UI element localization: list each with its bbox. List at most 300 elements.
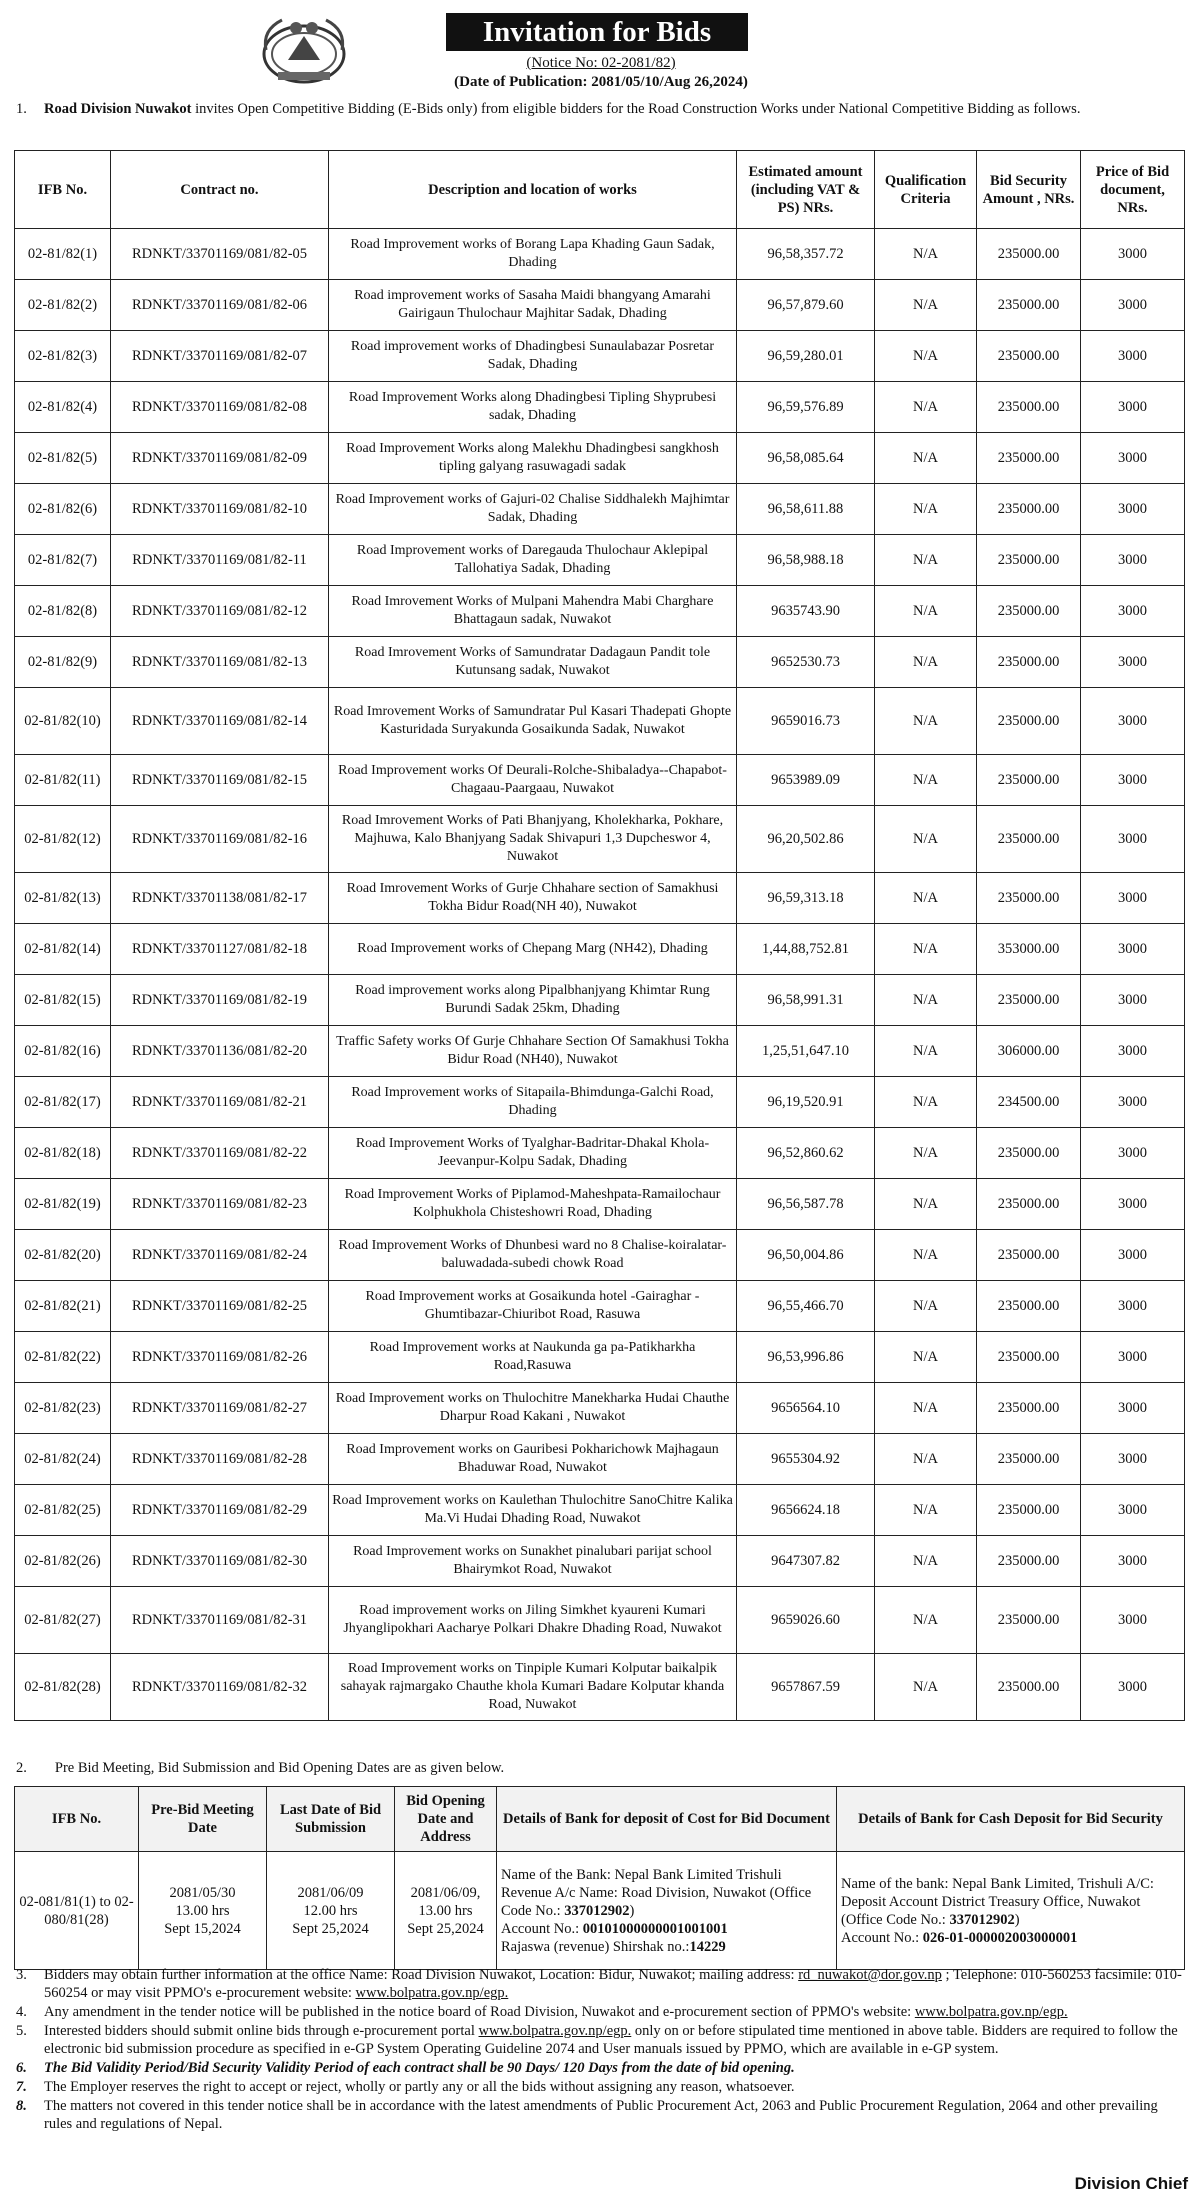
bank-table [14,1786,1185,1970]
bid-security: 235000.00 [977,331,1081,382]
qualification-criteria: N/A [875,1587,977,1654]
estimated-amount: 1,44,88,752.81 [737,924,875,975]
security-bank-details [837,1852,1185,1970]
estimated-amount: 96,55,466.70 [737,1281,875,1332]
qualification-criteria: N/A [875,331,977,382]
estimated-amount: 96,57,879.60 [737,280,875,331]
bid-doc-price: 3000 [1081,1077,1185,1128]
ifb-no: 02-81/82(21) [15,1281,111,1332]
col-estimated-amount: Estimated amount (including VAT & PS) NRs. [737,151,875,229]
contract-no: RDNKT/33701169/081/82-25 [111,1281,329,1332]
bid-security: 306000.00 [977,1026,1081,1077]
opening-date-cell [395,1852,497,1970]
table-row [15,924,1185,975]
bid-doc-price: 3000 [1081,1654,1185,1721]
table-row [15,280,1185,331]
doc-acct-label: Account No.: [501,1920,583,1937]
contract-no: RDNKT/33701169/081/82-32 [111,1654,329,1721]
bid-security: 234500.00 [977,1077,1081,1128]
ifb-no: 02-81/82(28) [15,1654,111,1721]
work-description: Traffic Safety works Of Gurje Chhahare Section Of Samakhusi Tokha Bidur Road (NH40), Nuwakot [329,1026,737,1077]
work-description: Road Improvement works Of Deurali-Rolche-Shibaladya--Chapabot-Chagaau-Paargaau, Nuwakot [329,755,737,806]
ifb-no: 02-81/82(7) [15,535,111,586]
bank-col-opening: Bid Opening Date and Address [395,1787,497,1852]
table-row [15,1587,1185,1654]
qualification-criteria: N/A [875,535,977,586]
submission-time: 12.00 hrs [303,1902,358,1919]
work-description: Road Improvement works on Kaulethan Thulochitre SanoChitre Kalika Ma.Vi Hudai Dhading Road, Nuwakot [329,1485,737,1536]
submission-date-cell [267,1852,395,1970]
contract-no: RDNKT/33701169/081/82-07 [111,331,329,382]
section-2-text: Pre Bid Meeting, Bid Submission and Bid Opening Dates are as given below. [54,1760,505,1776]
notice-number: (Notice No: 02-2081/82) [526,55,676,71]
qualification-criteria: N/A [875,873,977,924]
ifb-table-header [15,151,1185,229]
prebid-eng-date: Sept 15,2024 [164,1920,241,1937]
ifb-no: 02-81/82(8) [15,586,111,637]
qualification-criteria: N/A [875,975,977,1026]
table-row [15,586,1185,637]
contract-no: RDNKT/33701169/081/82-19 [111,975,329,1026]
ifb-table [14,150,1185,1721]
work-description: Road improvement works of Dhadingbesi Sunaulabazar Posretar Sadak, Dhading [329,331,737,382]
col-bid-doc-price: Price of Bid document, NRs. [1081,151,1185,229]
estimated-amount: 9657867.59 [737,1654,875,1721]
bid-security: 235000.00 [977,1179,1081,1230]
work-description: Road Improvement works of Daregauda Thulochaur Aklepipal Tallohatiya Sadak, Dhading [329,535,737,586]
work-description: Road Improvement Works of Dhunbesi ward no 8 Chalise-koiralatar-baluwadada-subedi chowk Road [329,1230,737,1281]
bank-col-submission: Last Date of Bid Submission [267,1787,395,1852]
bid-doc-price: 3000 [1081,382,1185,433]
table-row [15,1128,1185,1179]
contract-no: RDNKT/33701169/081/82-08 [111,382,329,433]
bid-security: 235000.00 [977,1332,1081,1383]
table-row [15,1281,1185,1332]
bid-doc-price: 3000 [1081,806,1185,873]
bank-col-ifb: IFB No. [15,1787,139,1852]
work-description: Road Imrovement Works of Samundratar Pul Kasari Thadepati Ghopte Kasturidada Suryakunda Gosaikunda Sadak, Nuwakot [329,688,737,755]
note-4-number: 4. [16,2004,27,2020]
doc-office-code: 337012902 [564,1902,630,1919]
bid-security: 235000.00 [977,806,1081,873]
qualification-criteria: N/A [875,806,977,873]
submission-date: 2081/06/09 [297,1884,364,1901]
estimated-amount: 9652530.73 [737,637,875,688]
bid-security: 235000.00 [977,873,1081,924]
contract-no: RDNKT/33701169/081/82-22 [111,1128,329,1179]
note-3-text: Bidders may obtain further information at the office Name: Road Division Nuwakot, Location: Bidur, Nuwakot; mailing address: [44,1967,799,1983]
publication-date: (Date of Publication: 2081/05/10/Aug 26,2024) [454,74,748,90]
doc-bank-name: Name of the Bank: Nepal Bank Limited Trishuli Revenue A/c Name: Road Division, Nuwakot (Office Code No.: [501,1866,812,1919]
ifb-no: 02-81/82(20) [15,1230,111,1281]
ifb-no: 02-81/82(18) [15,1128,111,1179]
qualification-criteria: N/A [875,1485,977,1536]
bid-security: 235000.00 [977,1230,1081,1281]
qualification-criteria: N/A [875,1281,977,1332]
table-row [15,1077,1185,1128]
estimated-amount: 9635743.90 [737,586,875,637]
ifb-no: 02-81/82(25) [15,1485,111,1536]
signature-division-chief: Division Chief [1074,2174,1188,2193]
qualification-criteria: N/A [875,1077,977,1128]
table-row [15,1434,1185,1485]
contract-no: RDNKT/33701169/081/82-06 [111,280,329,331]
bid-security: 235000.00 [977,1485,1081,1536]
bid-doc-price: 3000 [1081,433,1185,484]
table-row [15,873,1185,924]
ifb-no: 02-81/82(11) [15,755,111,806]
bid-doc-price: 3000 [1081,331,1185,382]
table-row [15,331,1185,382]
col-ifb-no: IFB No. [15,151,111,229]
contract-no: RDNKT/33701169/081/82-21 [111,1077,329,1128]
submission-eng-date: Sept 25,2024 [292,1920,369,1937]
estimated-amount: 9656564.10 [737,1383,875,1434]
table-row [15,1383,1185,1434]
ifb-no: 02-81/82(15) [15,975,111,1026]
estimated-amount: 96,50,004.86 [737,1230,875,1281]
table-row [15,1230,1185,1281]
intro-paragraph [16,100,1186,119]
contract-no: RDNKT/33701169/081/82-28 [111,1434,329,1485]
col-qualification: Qualification Criteria [875,151,977,229]
bid-doc-price: 3000 [1081,755,1185,806]
bid-doc-price: 3000 [1081,1332,1185,1383]
table-row [15,1179,1185,1230]
bid-security: 235000.00 [977,1281,1081,1332]
estimated-amount: 9653989.09 [737,755,875,806]
estimated-amount: 9655304.92 [737,1434,875,1485]
table-row [15,637,1185,688]
table-row [15,1654,1185,1721]
qualification-criteria: N/A [875,688,977,755]
bid-doc-price: 3000 [1081,1485,1185,1536]
contract-no: RDNKT/33701169/081/82-15 [111,755,329,806]
bid-security: 235000.00 [977,975,1081,1026]
bid-doc-price: 3000 [1081,975,1185,1026]
bank-ifb-range: 02-081/81(1) to 02-080/81(28) [15,1852,139,1970]
estimated-amount: 9659026.60 [737,1587,875,1654]
opening-date: 2081/06/09, [410,1884,481,1901]
bid-security: 235000.00 [977,1434,1081,1485]
note-5-text-2: only on or before stipulated time mentioned in above table. Bidders are required to follow the electronic bid submission procedure as specified in e-GP System Operating Guideline 2074 and User manuals issued by PPMO, which are available in e-GP system. [44,2023,1178,2057]
ifb-no: 02-81/82(24) [15,1434,111,1485]
rajaswa-no: 14229 [689,1938,726,1955]
ifb-no: 02-81/82(17) [15,1077,111,1128]
bid-security: 235000.00 [977,688,1081,755]
section-2-number: 2. [16,1760,27,1776]
ifb-no: 02-81/82(14) [15,924,111,975]
work-description: Road Imrovement Works of Pati Bhanjyang, Kholekharka, Pokhare, Majhuwa, Kalo Bhanjyang Sadak Shivapuri 1,3 Dupcheswor 4, Nuwakot [329,806,737,873]
ifb-no: 02-81/82(6) [15,484,111,535]
bid-doc-price: 3000 [1081,229,1185,280]
table-row [15,382,1185,433]
bank-table-row [15,1852,1185,1970]
bid-doc-price: 3000 [1081,280,1185,331]
contract-no: RDNKT/33701169/081/82-23 [111,1179,329,1230]
ifb-no: 02-81/82(22) [15,1332,111,1383]
ifb-no: 02-81/82(1) [15,229,111,280]
ifb-no: 02-81/82(13) [15,873,111,924]
work-description: Road improvement works of Sasaha Maidi bhangyang Amarahi Gairigaun Thulochaur Majhitar Sadak, Dhading [329,280,737,331]
sec-acct-label: Account No.: [841,1929,923,1946]
estimated-amount: 96,58,357.72 [737,229,875,280]
work-description: Road Improvement Works of Piplamod-Maheshpata-Ramailochaur Kolphukhola Chisteshowri Road, Dhading [329,1179,737,1230]
note-8-text: The matters not covered in this tender notice shall be in accordance with the latest amendments of Public Procurement Act, 2063 and Public Procurement Regulation, 2064 and other prevailing rules and regulations of Nepal. [44,2098,1158,2132]
rajaswa-label: Rajaswa (revenue) Shirshak no.: [501,1938,690,1955]
bid-doc-price: 3000 [1081,1587,1185,1654]
table-row [15,484,1185,535]
bank-col-security-bank: Details of Bank for Cash Deposit for Bid Security [837,1787,1185,1852]
bid-doc-price: 3000 [1081,688,1185,755]
contract-no: RDNKT/33701169/081/82-12 [111,586,329,637]
sec-office-code: 337012902 [949,1911,1015,1928]
ifb-no: 02-81/82(19) [15,1179,111,1230]
work-description: Road improvement works on Jiling Simkhet kyaureni Kumari Jhyanglipokhari Aacharye Polkari Dhakre Dhading Road, Nuwakot [329,1587,737,1654]
opening-eng-date: Sept 25,2024 [407,1920,484,1937]
bank-table-header [15,1787,1185,1852]
estimated-amount: 9659016.73 [737,688,875,755]
prebid-time: 13.00 hrs [175,1902,230,1919]
bid-doc-price: 3000 [1081,1128,1185,1179]
bid-security: 235000.00 [977,755,1081,806]
work-description: Road improvement works along Pipalbhanjyang Khimtar Rung Burundi Sadak 25km, Dhading [329,975,737,1026]
col-bid-security: Bid Security Amount , NRs. [977,151,1081,229]
bid-doc-price: 3000 [1081,1536,1185,1587]
bid-doc-price: 3000 [1081,873,1185,924]
bid-doc-price: 3000 [1081,1434,1185,1485]
bid-security: 235000.00 [977,382,1081,433]
table-row [15,755,1185,806]
bid-doc-price: 3000 [1081,1026,1185,1077]
note-3-number: 3. [16,1967,27,1983]
col-description: Description and location of works [329,151,737,229]
contract-no: RDNKT/33701138/081/82-17 [111,873,329,924]
work-description: Road Imrovement Works of Samundratar Dadagaun Pandit tole Kutunsang sadak, Nuwakot [329,637,737,688]
work-description: Road Improvement works of Gajuri-02 Chalise Siddhalekh Majhimtar Sadak, Dhading [329,484,737,535]
table-row [15,688,1185,755]
bid-security: 235000.00 [977,1383,1081,1434]
sec-paren: ) [1014,1911,1020,1928]
work-description: Road Improvement Works along Dhadingbesi Tipling Shyprubesi sadak, Dhading [329,382,737,433]
bid-doc-price: 3000 [1081,1383,1185,1434]
note-6 [16,2059,1186,2077]
work-description: Road Improvement Works of Tyalghar-Badritar-Dhakal Khola-Jeevanpur-Kolpu Sadak, Dhading [329,1128,737,1179]
qualification-criteria: N/A [875,586,977,637]
work-description: Road Improvement works of Sitapaila-Bhimdunga-Galchi Road, Dhading [329,1077,737,1128]
note-3 [16,1966,1186,2002]
work-description: Road Improvement works of Chepang Marg (NH42), Dhading [329,924,737,975]
contract-no: RDNKT/33701169/081/82-27 [111,1383,329,1434]
bid-security: 235000.00 [977,586,1081,637]
estimated-amount: 96,19,520.91 [737,1077,875,1128]
table-row [15,975,1185,1026]
bid-doc-price: 3000 [1081,924,1185,975]
note-4 [16,2003,1186,2021]
work-description: Road Imrovement Works of Mulpani Mahendra Mabi Charghare Bhattagaun sadak, Nuwakot [329,586,737,637]
work-description: Road Improvement Works along Malekhu Dhadingbesi sangkhosh tipling galyang rasuwagadi sadak [329,433,737,484]
qualification-criteria: N/A [875,433,977,484]
notes-section [16,1966,1186,2134]
bid-security: 235000.00 [977,229,1081,280]
work-description: Road Improvement works on Tinpiple Kumari Kolputar baikalpik sahayak rajmargako Chauthe khola Kumari Badare Kolputar khanda Road, Nuwakot [329,1654,737,1721]
col-contract-no: Contract no. [111,151,329,229]
table-row [15,433,1185,484]
estimated-amount: 96,58,611.88 [737,484,875,535]
bid-doc-price: 3000 [1081,637,1185,688]
table-row [15,1536,1185,1587]
egp-link-2[interactable]: www.bolpatra.gov.np/egp. [914,2004,1068,2020]
qualification-criteria: N/A [875,484,977,535]
table-row [15,806,1185,873]
qualification-criteria: N/A [875,1230,977,1281]
qualification-criteria: N/A [875,229,977,280]
ifb-no: 02-81/82(2) [15,280,111,331]
estimated-amount: 96,58,085.64 [737,433,875,484]
note-5 [16,2022,1186,2058]
section-2-heading [16,1760,504,1777]
egp-link[interactable]: www.bolpatra.gov.np/egp. [355,1985,509,2001]
qualification-criteria: N/A [875,924,977,975]
note-6-text: The Bid Validity Period/Bid Security Validity Period of each contract shall be 90 Days/ 120 Days from the date of bid opening. [44,2060,795,2076]
contract-no: RDNKT/33701169/081/82-11 [111,535,329,586]
work-description: Road Improvement works on Gauribesi Pokharichowk Majhagaun Bhaduwar Road, Nuwakot [329,1434,737,1485]
contract-no: RDNKT/33701169/081/82-31 [111,1587,329,1654]
ifb-no: 02-81/82(4) [15,382,111,433]
doc-acct-no: 00101000000001001001 [582,1920,728,1937]
bid-security: 235000.00 [977,1128,1081,1179]
qualification-criteria: N/A [875,1383,977,1434]
bid-security: 235000.00 [977,433,1081,484]
bank-col-doc-bank: Details of Bank for deposit of Cost for Bid Document [497,1787,837,1852]
contract-no: RDNKT/33701169/081/82-09 [111,433,329,484]
estimated-amount: 9647307.82 [737,1536,875,1587]
qualification-criteria: N/A [875,637,977,688]
work-description: Road Improvement works at Naukunda ga pa-Patikharkha Road,Rasuwa [329,1332,737,1383]
table-row [15,1485,1185,1536]
qualification-criteria: N/A [875,755,977,806]
ifb-no: 02-81/82(3) [15,331,111,382]
work-description: Road Imrovement Works of Gurje Chhahare section of Samakhusi Tokha Bidur Road(NH 40), Nuwakot [329,873,737,924]
estimated-amount: 96,53,996.86 [737,1332,875,1383]
bid-security: 353000.00 [977,924,1081,975]
contract-no: RDNKT/33701169/081/82-05 [111,229,329,280]
note-7-number: 7. [16,2079,27,2095]
opening-time: 13.00 hrs [418,1902,473,1919]
sec-bank-name: Name of the bank: Nepal Bank Limited, Trishuli A/C: Deposit Account District Treasury Office, Nuwakot (Office Code No.: [841,1875,1154,1928]
qualification-criteria: N/A [875,280,977,331]
note-8-number: 8. [16,2098,27,2114]
estimated-amount: 96,59,280.01 [737,331,875,382]
bid-doc-price: 3000 [1081,484,1185,535]
work-description: Road Improvement works on Sunakhet pinalubari parijat school Bhairymkot Road, Nuwakot [329,1536,737,1587]
note-3-text-2: ; Telephone: 010-560253 facsimile: 010-560254 or may visit PPMO's e-procurement website: [44,1967,1182,2001]
bid-doc-price: 3000 [1081,1179,1185,1230]
note-7-text: The Employer reserves the right to accept or reject, wholly or partly any or all the bids without assigning any reason, whatsoever. [44,2079,795,2095]
table-row [15,1332,1185,1383]
prebid-date: 2081/05/30 [169,1884,236,1901]
intro-text: invites Open Competitive Bidding (E-Bids only) from eligible bidders for the Road Construction Works under National Competitive Bidding as follows. [191,101,1081,117]
bid-doc-price: 3000 [1081,1281,1185,1332]
contract-no: RDNKT/33701169/081/82-10 [111,484,329,535]
ifb-no: 02-81/82(10) [15,688,111,755]
bid-doc-price: 3000 [1081,1230,1185,1281]
estimated-amount: 9656624.18 [737,1485,875,1536]
estimated-amount: 96,56,587.78 [737,1179,875,1230]
estimated-amount: 1,25,51,647.10 [737,1026,875,1077]
bid-doc-price: 3000 [1081,586,1185,637]
email-link[interactable]: rd_nuwakot@dor.gov.np [798,1967,942,1983]
qualification-criteria: N/A [875,1179,977,1230]
ifb-no: 02-81/82(9) [15,637,111,688]
qualification-criteria: N/A [875,382,977,433]
bid-security: 235000.00 [977,535,1081,586]
intro-number: 1. [16,101,27,117]
notice-title: Invitation for Bids [446,13,748,51]
ifb-no: 02-81/82(16) [15,1026,111,1077]
contract-no: RDNKT/33701169/081/82-30 [111,1536,329,1587]
bid-security: 235000.00 [977,1536,1081,1587]
qualification-criteria: N/A [875,1536,977,1587]
table-row [15,229,1185,280]
org-name: Road Division Nuwakot [44,101,192,117]
note-5-number: 5. [16,2023,27,2039]
contract-no: RDNKT/33701136/081/82-20 [111,1026,329,1077]
work-description: Road Improvement works of Borang Lapa Khading Gaun Sadak, Dhading [329,229,737,280]
qualification-criteria: N/A [875,1654,977,1721]
bank-col-prebid: Pre-Bid Meeting Date [139,1787,267,1852]
sec-acct-no: 026-01-000002003000001 [922,1929,1078,1946]
contract-no: RDNKT/33701169/081/82-13 [111,637,329,688]
estimated-amount: 96,52,860.62 [737,1128,875,1179]
bid-doc-price: 3000 [1081,535,1185,586]
egp-link-3[interactable]: www.bolpatra.gov.np/egp. [478,2023,632,2039]
bid-security: 235000.00 [977,1654,1081,1721]
estimated-amount: 96,58,991.31 [737,975,875,1026]
estimated-amount: 96,59,576.89 [737,382,875,433]
contract-no: RDNKT/33701169/081/82-29 [111,1485,329,1536]
contract-no: RDNKT/33701169/081/82-24 [111,1230,329,1281]
qualification-criteria: N/A [875,1434,977,1485]
estimated-amount: 96,20,502.86 [737,806,875,873]
qualification-criteria: N/A [875,1332,977,1383]
ifb-no: 02-81/82(27) [15,1587,111,1654]
note-4-text: Any amendment in the tender notice will be published in the notice board of Road Division, Nuwakot and e-procurement section of PPMO's website: [44,2004,915,2020]
note-8 [16,2097,1186,2133]
doc-bank-details [497,1852,837,1970]
prebid-date-cell [139,1852,267,1970]
doc-paren: ) [629,1902,635,1919]
table-row [15,1026,1185,1077]
bid-security: 235000.00 [977,280,1081,331]
ifb-no: 02-81/82(23) [15,1383,111,1434]
table-row [15,535,1185,586]
contract-no: RDNKT/33701127/081/82-18 [111,924,329,975]
contract-no: RDNKT/33701169/081/82-26 [111,1332,329,1383]
estimated-amount: 96,58,988.18 [737,535,875,586]
contract-no: RDNKT/33701169/081/82-16 [111,806,329,873]
bid-security: 235000.00 [977,484,1081,535]
note-6-number: 6. [16,2060,27,2076]
contract-no: RDNKT/33701169/081/82-14 [111,688,329,755]
bid-security: 235000.00 [977,1587,1081,1654]
ifb-no: 02-81/82(26) [15,1536,111,1587]
work-description: Road Improvement works at Gosaikunda hotel -Gairaghar -Ghumtibazar-Chiuribot Road, Rasuwa [329,1281,737,1332]
note-5-text: Interested bidders should submit online bids through e-procurement portal [44,2023,479,2039]
qualification-criteria: N/A [875,1128,977,1179]
ifb-no: 02-81/82(12) [15,806,111,873]
note-7 [16,2078,1186,2096]
